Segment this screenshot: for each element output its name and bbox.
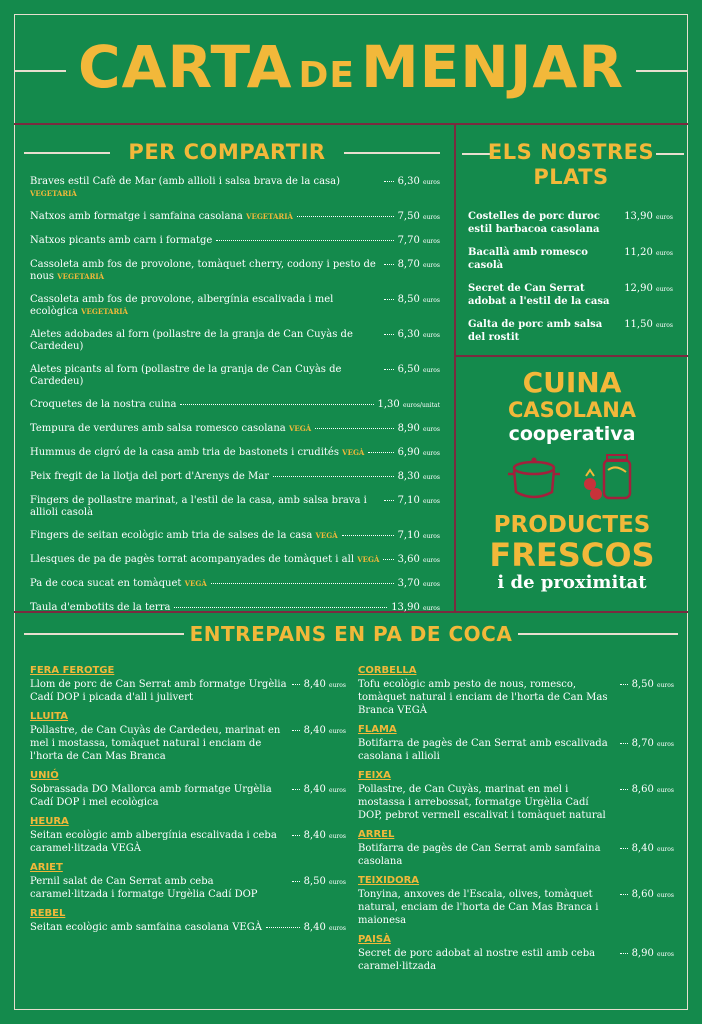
entrepans-heading: ENTREPANS EN PA DE COCA	[189, 622, 513, 646]
item-tag: VEGETARIÀ	[81, 307, 128, 316]
item-name	[30, 423, 311, 435]
divider-top	[14, 123, 688, 125]
leader-dots	[620, 894, 628, 895]
price-unit: euros	[423, 238, 440, 245]
price-unit: euros	[656, 214, 673, 221]
sandwich-name: CORBELLA	[358, 665, 417, 676]
item-name	[30, 364, 380, 388]
sandwich-item	[30, 907, 346, 935]
compartir-item	[30, 423, 440, 436]
item-tag: VEGETARIÀ	[246, 212, 293, 221]
leader-dots	[273, 476, 394, 477]
price-value: 8,70	[631, 738, 654, 749]
plat-line	[468, 282, 673, 308]
item-text: Taula d'embotits de la terra	[30, 602, 171, 613]
item-price	[391, 602, 440, 615]
item-text: Fingers de pollastre marinat, a l'estil de la casa, amb salsa brava i allioli casolà	[30, 495, 367, 518]
sandwich-price	[304, 783, 346, 797]
item-tag: VEGÀ	[342, 448, 365, 457]
leader-dots	[292, 684, 300, 685]
price-unit: euros	[423, 533, 440, 540]
price-unit: euros	[329, 728, 346, 735]
price-value: 6,30	[397, 176, 420, 187]
sandwich-price	[632, 678, 674, 692]
plat-line	[468, 210, 673, 236]
compartir-item	[30, 447, 440, 460]
sandwich-price	[632, 947, 674, 961]
sandwich-name: PAISÀ	[358, 934, 391, 945]
sandwich-line	[358, 783, 674, 822]
leader-dots	[292, 789, 300, 790]
plat-line	[468, 246, 673, 272]
price-unit: euros	[423, 426, 440, 433]
sandwich-line	[358, 678, 674, 717]
price-unit: euros	[423, 498, 440, 505]
price-unit: euros	[329, 879, 346, 886]
sandwich-name: ARIET	[30, 862, 63, 873]
price-unit: euros	[657, 682, 674, 689]
price-unit: euros	[423, 605, 440, 612]
plat-name: Bacallà amb romesco casolà	[468, 247, 588, 271]
leader-dots	[292, 730, 300, 731]
item-price	[398, 495, 440, 508]
sandwich-line	[30, 724, 346, 763]
sandwich-name: LLUITA	[30, 711, 69, 722]
item-name	[30, 554, 379, 566]
item-name	[30, 602, 170, 614]
item-price	[398, 176, 440, 189]
item-price	[398, 423, 440, 436]
entrepans-left-col	[30, 664, 346, 941]
item-price	[398, 471, 440, 484]
item-price	[398, 211, 440, 224]
compartir-rule-right	[344, 152, 440, 154]
item-text: Aletes picants al forn (pollastre de la granja de Can Cuyàs de Cardedeu)	[30, 364, 342, 387]
sandwich-name: HEURA	[30, 816, 69, 827]
item-price	[378, 399, 441, 412]
sandwich-desc: Tofu ecològic amb pesto de nous, romesco, tomàquet natural i enciam de l'horta de Can Mas Branca VEGÀ	[358, 679, 608, 716]
item-name	[30, 399, 176, 411]
item-price	[398, 235, 440, 248]
price-value: 6,90	[397, 447, 420, 458]
price-unit: euros	[657, 892, 674, 899]
leader-dots	[292, 881, 300, 882]
compartir-item	[30, 329, 440, 353]
sandwich-line	[358, 888, 674, 927]
item-name	[30, 259, 380, 283]
price-value: 8,30	[397, 471, 420, 482]
sandwich-line	[30, 875, 346, 901]
sandwich-line	[358, 737, 674, 763]
price-value: 8,40	[303, 830, 326, 841]
compartir-item	[30, 364, 440, 388]
item-price	[398, 294, 440, 307]
plat-item	[468, 318, 673, 344]
compartir-item	[30, 399, 440, 412]
price-value: 8,90	[397, 423, 420, 434]
plat-price	[624, 282, 673, 296]
item-name	[30, 235, 212, 247]
price-unit: euros	[423, 581, 440, 588]
price-value: 12,90	[624, 283, 653, 294]
price-value: 11,50	[624, 319, 653, 330]
price-value: 8,40	[303, 784, 326, 795]
price-unit: euros	[423, 332, 440, 339]
sandwich-desc: Tonyina, anxoves de l'Escala, olives, tomàquet natural, enciam de l'horta de Can Mas Branca i maionesa	[358, 889, 599, 926]
price-value: 8,50	[397, 294, 420, 305]
leader-dots	[174, 607, 387, 608]
sandwich-line	[358, 842, 674, 868]
item-name	[30, 578, 207, 590]
sandwich-price	[304, 724, 346, 738]
compartir-rule-left	[24, 152, 110, 154]
plats-heading	[470, 140, 672, 190]
item-name	[30, 495, 380, 519]
sandwich-line	[30, 783, 346, 809]
leader-dots	[315, 428, 393, 429]
plats-list	[468, 210, 673, 354]
price-unit: euros/unitat	[402, 402, 440, 409]
item-text: Cassoleta amb fos de provolone, tomàquet cherry, codony i pesto de nous	[30, 259, 376, 282]
leader-dots	[620, 789, 628, 790]
price-value: 6,30	[397, 329, 420, 340]
compartir-list	[30, 176, 440, 626]
plat-price	[624, 246, 673, 260]
item-name	[30, 530, 338, 542]
sandwich-line	[30, 829, 346, 855]
price-unit: euros	[657, 741, 674, 748]
leader-dots	[620, 953, 628, 954]
sandwich-desc: Sobrassada DO Mallorca amb formatge Urgèlia Cadí DOP i mel ecològica	[30, 784, 272, 808]
price-value: 8,40	[303, 725, 326, 736]
sandwich-item	[358, 874, 674, 927]
leader-dots	[620, 743, 628, 744]
compartir-item	[30, 294, 440, 318]
item-name	[30, 471, 269, 483]
pot-icon	[504, 452, 564, 504]
sandwich-item	[358, 723, 674, 763]
leader-dots	[384, 334, 394, 335]
promo-casolana: CASOLANA	[507, 398, 637, 422]
item-name	[30, 211, 293, 223]
plats-heading-line1: ELS NOSTRES	[487, 140, 655, 164]
item-price	[398, 530, 440, 543]
sandwich-desc: Llom de porc de Can Serrat amb formatge Urgèlia Cadí DOP i picada d'all i julivert	[30, 679, 287, 703]
item-text: Natxos amb formatge i samfaina casolana	[30, 211, 243, 222]
plat-item	[468, 282, 673, 308]
sandwich-item	[358, 664, 674, 717]
sandwich-desc: Botifarra de pagès de Can Serrat amb escalivada casolana i allioli	[358, 738, 608, 762]
leader-dots	[384, 299, 394, 300]
divider-right-mid	[454, 355, 688, 357]
item-tag: VEGÀ	[184, 579, 207, 588]
sandwich-price	[632, 783, 674, 797]
plat-price	[624, 318, 673, 332]
sandwich-line	[358, 947, 674, 973]
promo-frescos: FRESCOS	[489, 536, 655, 574]
item-price	[398, 554, 440, 567]
item-price	[398, 259, 440, 272]
compartir-item	[30, 235, 440, 248]
title-word-menjar: MENJAR	[360, 33, 624, 101]
price-unit: euros	[656, 250, 673, 257]
leader-dots	[292, 835, 300, 836]
plat-name: Costelles de porc duroc estil barbacoa casolana	[468, 211, 600, 235]
leader-dots	[368, 452, 393, 453]
item-text: Llesques de pa de pagès torrat acompanyades de tomàquet i all	[30, 554, 355, 565]
price-value: 8,40	[631, 843, 654, 854]
plat-line	[468, 318, 673, 344]
item-tag: VEGÀ	[315, 531, 338, 540]
sandwich-item	[30, 861, 346, 901]
item-text: Croquetes de la nostra cuina	[30, 399, 177, 410]
leader-dots	[342, 535, 394, 536]
plat-name: Galta de porc amb salsa del rostit	[468, 319, 603, 343]
item-text: Tempura de verdures amb salsa romesco casolana	[30, 423, 286, 434]
sandwich-price	[304, 921, 346, 935]
sandwich-item	[30, 769, 346, 809]
item-text: Cassoleta amb fos de provolone, albergínia escalivada i mel ecològica	[30, 294, 334, 317]
promo-panel	[456, 368, 688, 594]
sandwich-desc: Pollastre, de Can Cuyàs, marinat en mel i mostassa i arrebossat, formatge Urgèlia Cadí DOP, pebrot vermell escalivat i tomàquet natural	[358, 784, 606, 821]
sandwich-price	[304, 829, 346, 843]
price-unit: euros	[423, 297, 440, 304]
price-unit: euros	[656, 322, 673, 329]
sandwich-name: FLAMA	[358, 724, 397, 735]
compartir-item	[30, 530, 440, 543]
price-unit: euros	[657, 787, 674, 794]
sandwich-desc: Pollastre, de Can Cuyàs de Cardedeu, marinat en mel i mostassa, tomàquet natural i enciam de l'horta de Can Mas Branca	[30, 725, 281, 762]
leader-dots	[384, 181, 394, 182]
compartir-item	[30, 471, 440, 484]
compartir-item	[30, 176, 440, 200]
item-text: Hummus de cigró de la casa amb tria de bastonets i crudités	[30, 447, 339, 458]
leader-dots	[266, 927, 300, 928]
price-value: 8,90	[631, 948, 654, 959]
sandwich-name: TEIXIDORA	[358, 875, 420, 886]
vegetables-jar-icon	[576, 450, 640, 506]
item-text: Aletes adobades al forn (pollastre de la granja de Can Cuyàs de Cardedeu)	[30, 329, 353, 352]
compartir-heading: PER COMPARTIR	[128, 140, 326, 164]
price-value: 8,60	[631, 784, 654, 795]
item-tag: VEGÀ	[357, 555, 380, 564]
sandwich-item	[358, 769, 674, 822]
page-title	[0, 33, 702, 101]
price-unit: euros	[329, 833, 346, 840]
entrepans-rule-left	[24, 633, 184, 635]
sandwich-item	[358, 933, 674, 973]
item-name	[30, 329, 380, 353]
item-text: Braves estil Cafè de Mar (amb allioli i salsa brava de la casa)	[30, 176, 341, 187]
plat-item	[468, 246, 673, 272]
price-value: 11,20	[624, 247, 653, 258]
promo-icons	[456, 450, 688, 508]
item-price	[398, 364, 440, 377]
price-unit: euros	[657, 846, 674, 853]
leader-dots	[211, 583, 394, 584]
promo-cooperativa: cooperativa	[508, 423, 636, 445]
promo-proximitat: i de proximitat	[497, 572, 647, 593]
item-tag: VEGETARIÀ	[30, 189, 77, 198]
sandwich-price	[632, 842, 674, 856]
sandwich-name: FERA FEROTGE	[30, 665, 115, 676]
price-value: 8,40	[303, 679, 326, 690]
price-unit: euros	[423, 367, 440, 374]
sandwich-item	[30, 710, 346, 763]
leader-dots	[620, 684, 628, 685]
price-value: 7,70	[397, 235, 420, 246]
sandwich-name: UNIÓ	[30, 770, 59, 781]
item-name	[30, 447, 364, 459]
leader-dots	[384, 264, 394, 265]
leader-dots	[383, 559, 393, 560]
compartir-item	[30, 259, 440, 283]
promo-cuina: CUINA	[522, 366, 622, 399]
item-tag: VEGÀ	[288, 424, 312, 433]
price-unit: euros	[423, 179, 440, 186]
price-value: 7,10	[397, 495, 420, 506]
item-text: Fingers de seitan ecològic amb tria de salses de la casa	[30, 530, 313, 541]
sandwich-price	[304, 678, 346, 692]
sandwich-name: REBEL	[30, 908, 66, 919]
leader-dots	[297, 216, 394, 217]
item-text: Pa de coca sucat en tomàquet	[30, 578, 182, 589]
compartir-item	[30, 578, 440, 591]
sandwich-item	[30, 815, 346, 855]
price-value: 8,40	[303, 922, 326, 933]
item-price	[398, 578, 440, 591]
price-unit: euros	[656, 286, 673, 293]
item-price	[398, 329, 440, 342]
sandwich-name: ARREL	[358, 829, 395, 840]
sandwich-price	[632, 888, 674, 902]
sandwich-name: FEIXA	[358, 770, 391, 781]
sandwich-line	[30, 678, 346, 704]
leader-dots	[384, 500, 394, 501]
sandwich-item	[30, 664, 346, 704]
item-text: Natxos picants amb carn i formatge	[30, 235, 213, 246]
plats-heading-line2: PLATS	[533, 165, 609, 189]
price-value: 1,30	[377, 399, 400, 410]
sandwich-price	[632, 737, 674, 751]
price-unit: euros	[423, 474, 440, 481]
sandwich-desc: Pernil salat de Can Serrat amb ceba caramel·litzada i formatge Urgèlia Cadí DOP	[30, 876, 258, 900]
sandwich-desc: Seitan ecològic amb samfaina casolana VEGÀ	[30, 922, 262, 933]
compartir-item	[30, 602, 440, 615]
sandwich-price	[304, 875, 346, 889]
sandwich-line	[30, 921, 346, 935]
price-unit: euros	[423, 450, 440, 457]
price-value: 8,60	[631, 889, 654, 900]
price-value: 8,50	[303, 876, 326, 887]
plat-name: Secret de Can Serrat adobat a l'estil de la casa	[468, 283, 610, 307]
price-unit: euros	[329, 682, 346, 689]
compartir-item	[30, 554, 440, 567]
compartir-item	[30, 495, 440, 519]
price-value: 13,90	[391, 602, 420, 613]
price-unit: euros	[657, 951, 674, 958]
price-value: 13,90	[624, 211, 653, 222]
promo-productes: PRODUCTES	[493, 512, 651, 538]
price-value: 6,50	[397, 364, 420, 375]
leader-dots	[384, 369, 394, 370]
entrepans-rule-right	[518, 633, 678, 635]
price-value: 8,70	[397, 259, 420, 270]
price-value: 3,70	[397, 578, 420, 589]
title-word-carta: CARTA	[78, 33, 293, 101]
price-value: 7,10	[397, 530, 420, 541]
price-value: 3,60	[397, 554, 420, 565]
sandwich-item	[358, 828, 674, 868]
price-unit: euros	[423, 214, 440, 221]
entrepans-right-col	[358, 664, 674, 979]
plat-price	[624, 210, 673, 224]
item-tag: VEGETARIÀ	[57, 272, 105, 281]
price-unit: euros	[423, 262, 440, 269]
leader-dots	[180, 404, 373, 405]
sandwich-desc: Seitan ecològic amb albergínia escalivada i ceba caramel·litzada VEGÀ	[30, 830, 277, 854]
item-name	[30, 176, 380, 200]
price-unit: euros	[423, 557, 440, 564]
sandwich-desc: Botifarra de pagès de Can Serrat amb samfaina casolana	[358, 843, 601, 867]
title-word-de: DE	[298, 55, 355, 96]
leader-dots	[620, 848, 628, 849]
price-value: 8,50	[631, 679, 654, 690]
price-unit: euros	[329, 925, 346, 932]
price-value: 7,50	[397, 211, 420, 222]
item-text: Peix fregit de la llotja del port d'Arenys de Mar	[30, 471, 269, 482]
item-name	[30, 294, 380, 318]
item-price	[398, 447, 440, 460]
plat-item	[468, 210, 673, 236]
price-unit: euros	[329, 787, 346, 794]
sandwich-desc: Secret de porc adobat al nostre estil amb ceba caramel·litzada	[358, 948, 596, 972]
compartir-item	[30, 211, 440, 224]
leader-dots	[216, 240, 393, 241]
